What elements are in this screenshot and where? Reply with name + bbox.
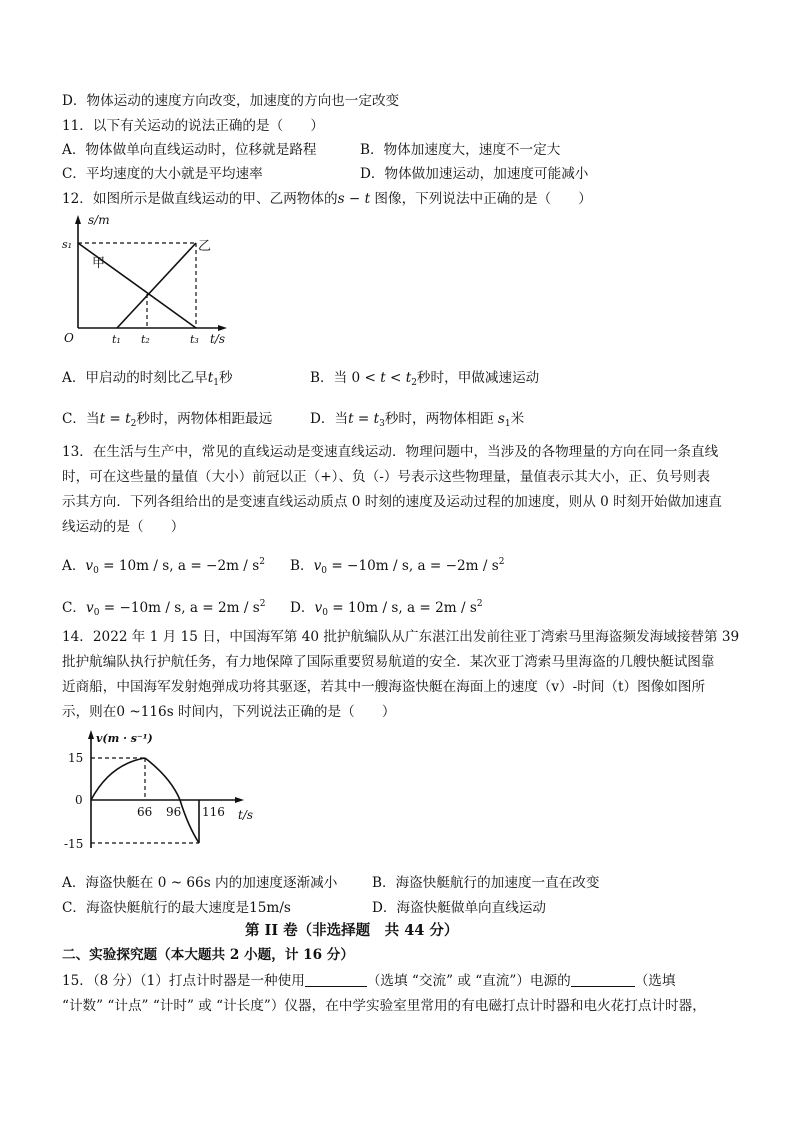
q13-option-b: B．$v_0 = -10m / s$, $a = -2m / s^2$ (290, 557, 505, 576)
q13-line-2: 时，可在这些量的量值（大小）前冠以正（+）、负（-）号表示这些物理量，量值表示其大小，正、负号则表 (62, 469, 711, 485)
section2-title: 第 II 卷（非选择题 共 44 分） (245, 922, 459, 939)
q12-t1-label: t₁ (112, 333, 121, 346)
q12-st-graph (60, 212, 250, 347)
q14-y-label: v(m · s⁻¹) (96, 732, 153, 745)
q13-option-c: C．$v_0 = -10m / s$, $a = 2m / s^2$ (62, 599, 266, 618)
section2-heading: 二、实验探究题（本大题共 2 小题，计 16 分） (62, 947, 354, 963)
q11-stem: 11．以下有关运动的说法正确的是（ ） (62, 118, 324, 134)
q11-option-a: A．物体做单向直线运动时，位移就是路程 (62, 142, 317, 158)
q13-line-1: 13．在生活与生产中，常见的直线运动是变速直线运动．物理问题中，当涉及的各物理量的方向在同一条直线 (62, 444, 719, 460)
q14-x-label: t/s (238, 808, 254, 822)
q12-t2-label: t₂ (141, 333, 150, 346)
q15-line-1: 15．（8 分）（1）打点计时器是一种使用 （选填 “交流” 或 “直流”）电源的 （选填 (62, 973, 676, 989)
q11-option-b: B．物体加速度大，速度不一定大 (360, 142, 561, 158)
q14-vt-graph (58, 726, 268, 856)
q12-option-a: A．甲启动的时刻比乙早$t_1$秒 (62, 370, 233, 388)
q14-option-d: D．海盗快艇做单向直线运动 (372, 900, 547, 916)
q14-line-3: 近商船，中国海军发射炮弹成功将其驱逐，若其中一艘海盗快艇在海面上的速度（v）-时间（t）图像如图所 (62, 679, 706, 695)
q13-option-d: D．$v_0 = 10m / s$, $a = 2m / s^2$ (290, 599, 483, 618)
q10-option-d: D．物体运动的速度方向改变，加速度的方向也一定改变 (62, 93, 400, 109)
q14-line-1: 14．2022 年 1 月 15 日，中国海军第 40 批护航编队从广东湛江出发前往亚丁湾索马里海盗频发海域接替第 39 (62, 629, 740, 645)
q14-x96-label: 96 (166, 805, 182, 819)
vt-curve-accel (91, 758, 145, 800)
q13-line-4: 线运动的是（ ） (62, 519, 185, 535)
q13-line-3: 示其方向．下列各组给出的是变速直线运动质点 0 时刻的速度及运动过程的加速度，则从 0 时刻开始做加速直 (62, 494, 722, 510)
q14-y0-label: 0 (75, 793, 83, 807)
q14-option-c: C．海盗快艇航行的最大速度是15m/s (62, 900, 291, 916)
q14-line-4: 示，则在0 ~116s 时间内，下列说法正确的是（ ） (62, 704, 396, 720)
q12-y-label: s/m (88, 213, 110, 227)
q15-blank-2[interactable] (571, 972, 635, 987)
q14-yn15-label: -15 (64, 837, 84, 851)
q12-option-b: B．当 $0 < t < t_2$秒时，甲做减速运动 (310, 370, 540, 388)
yi-line (117, 243, 196, 328)
q14-x66-label: 66 (137, 805, 153, 819)
q15-blank-1[interactable] (305, 972, 367, 987)
q12-yi-label: 乙 (198, 239, 212, 254)
q12-s1-label: s₁ (62, 238, 73, 251)
q14-option-a: A．海盗快艇在 0 ~ 66s 内的加速度逐渐减小 (62, 875, 338, 891)
q14-y15-label: 15 (68, 751, 84, 765)
q12-stem: 12．如图所示是做直线运动的甲、乙两物体的s − t 图像，下列说法中正确的是（ ） (62, 191, 592, 207)
q13-option-a: A．$v_0 = 10m / s$, $a = -2m / s^2$ (62, 557, 265, 576)
q12-t3-label: t₃ (190, 333, 199, 346)
q12-option-c: C．当$t = t_2$秒时，两物体相距最远 (62, 411, 273, 429)
q12-option-d: D．当$t = t_3$秒时，两物体相距 $s_1$米 (310, 411, 525, 429)
q14-option-b: B．海盗快艇航行的加速度一直在改变 (372, 875, 600, 891)
q12-x-label: t/s (210, 332, 226, 346)
q12-jia-label: 甲 (92, 256, 106, 271)
q11-option-c: C．平均速度的大小就是平均速率 (62, 166, 263, 182)
q15-line-2: “计数” “计点” “计时” 或 “计长度”）仪器，在中学实验室里常用的有电磁打点计时器和电火花打点计时器， (62, 998, 706, 1014)
q12-origin-label: O (64, 331, 74, 345)
q14-x116-label: 116 (202, 805, 225, 819)
q14-line-2: 批护航编队执行护航任务，有力地保障了国际重要贸易航道的安全．某次亚丁湾索马里海盗的几艘快艇试图靠 (62, 654, 715, 670)
q11-option-d: D．物体做加速运动，加速度可能减小 (360, 166, 589, 182)
